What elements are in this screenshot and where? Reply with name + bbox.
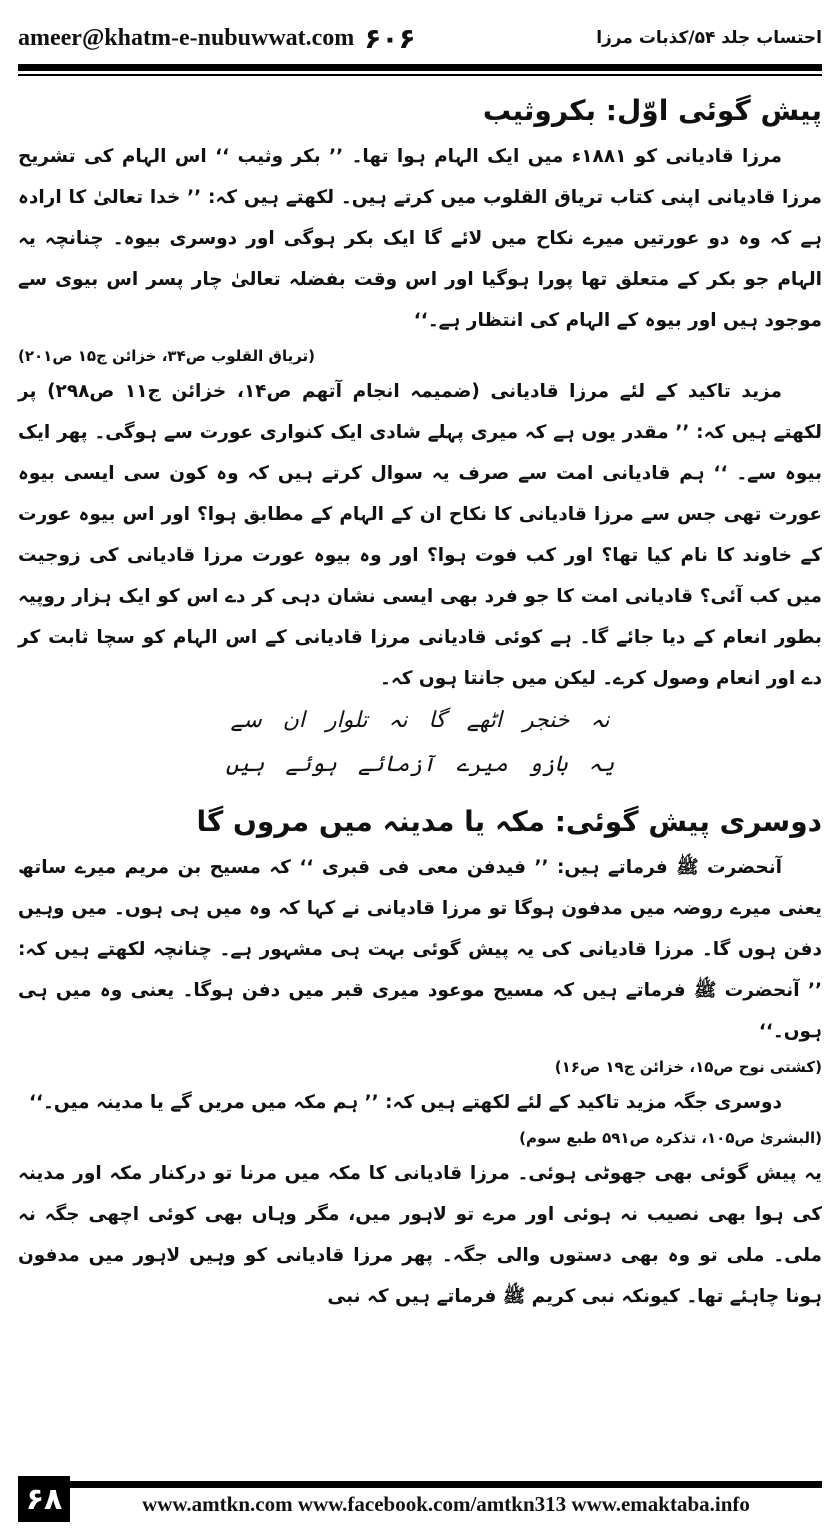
section-2-reference: (کشتی نوح ص۱۵، خزائن ج۱۹ ص۱۶) — [554, 1058, 822, 1076]
poem-line-2: یہ بازو میرے آزمائے ہوئے ہیں — [225, 752, 615, 777]
section-2-paragraph-1: آنحضرت ﷺ فرماتے ہیں: ’’ فیدفن معی فی قبری ‘‘ کہ مسیح بن مریم میرے ساتھ یعنی میرے روضہ میں مدفون ہوگا تو مرزا قادیانی نے کہا کہ وہ میں ہی ہوں۔ میں وہیں دفن ہوں گا۔ مرزا قادیانی کی یہ پیش گوئی بہت ہی مشہور ہے۔ چنانچہ لکھتے ہیں کہ: ’’ آنحضرت ﷺ فرماتے ہیں کہ مسیح موعود میری قبر میں دفن ہوگا۔ یعنی وہ میں ہی ہوں۔‘‘ — [18, 857, 822, 1042]
poem-line-1: نہ خنجر اٹھے گا نہ تلوار ان سے — [230, 708, 610, 733]
header-email: ameer@khatm-e-nubuwwat.com — [18, 24, 355, 51]
footer-page-number: ۶۸ — [18, 1476, 70, 1522]
header-rule-thin — [18, 74, 822, 76]
section-1-paragraph-1: مرزا قادیانی کو ۱۸۸۱ء میں ایک الہام ہوا تھا۔ ’’ بکر وثیب ‘‘ اس الہام کی تشریح مرزا قادیانی اپنی کتاب تریاق القلوب میں کرتے ہیں۔ لکھتے ہیں کہ: ’’ خدا تعالیٰ کا ارادہ ہے کہ وہ دو عورتیں میرے نکاح میں لائے گا ایک بکر ہوگی اور دوسری بیوہ۔ چنانچہ یہ الہام جو بکر کے متعلق تھا پورا ہوگیا اور اس وقت بفضلہ تعالیٰ چار پسر اس بیوی سے موجود ہیں اور بیوہ کے الہام کی انتظار ہے۔‘‘ — [18, 146, 822, 331]
section-1-reference: (تریاق القلوب ص۳۴، خزائن ج۱۵ ص۲۰۱) — [18, 347, 316, 365]
footer-rule — [70, 1481, 822, 1488]
header-page-number: ۶۰۶ — [364, 21, 416, 55]
section-2-reference-2: (البشریٰ ص۱۰۵، تذکرہ ص۵۹۱ طبع سوم) — [519, 1129, 822, 1147]
section-2-paragraph-mid: دوسری جگہ مزید تاکید کے لئے لکھتے ہیں کہ: ’’ ہم مکہ میں مریں گے یا مدینہ میں۔‘‘ — [28, 1092, 782, 1113]
footer-bar — [70, 1476, 822, 1522]
footer-links: www.amtkn.com www.facebook.com/amtkn313 www.emaktaba.info — [142, 1492, 750, 1516]
section-2-heading: دوسری پیش گوئی: مکہ یا مدینہ میں مروں گا — [196, 805, 822, 838]
page-header — [18, 18, 822, 58]
page-footer — [18, 1476, 822, 1522]
section-2-paragraph-end: یہ پیش گوئی بھی جھوٹی ہوئی۔ مرزا قادیانی کا مکہ میں مرنا تو درکنار مکہ اور مدینہ کی ہوا بھی نصیب نہ ہوئی اور مرے تو لاہور میں، مگر وہاں بھی کوئی اچھی جگہ نہ ملی۔ ملی تو وہ بھی دستوں والی جگہ۔ پھر مرزا قادیانی کو وہیں لاہور میں مدفون ہونا چاہئے تھا۔ کیونکہ نبی کریم ﷺ فرماتے ہیں کہ نبی — [18, 1163, 822, 1307]
section-1-paragraph-2: مزید تاکید کے لئے مرزا قادیانی (ضمیمہ انجام آتھم ص۱۴، خزائن ج۱۱ ص۲۹۸) پر لکھتے ہیں کہ: ’’ مقدر یوں ہے کہ میری پہلے شادی ایک کنواری عورت سے ہوگی۔ پھر ایک بیوہ سے۔ ‘‘ ہم قادیانی امت سے صرف یہ سوال کرتے ہیں کہ وہ کون سی ایسی بیوہ عورت تھی جس سے مرزا قادیانی کا نکاح ان کے الہام کے مطابق ہوا؟ اور اس بیوہ عورت کے خاوند کا نام کیا تھا؟ اور کب فوت ہوا؟ اور وہ بیوہ عورت مرزا قادیانی کی زوجیت میں کب آئی؟ قادیانی امت کا جو فرد بھی ایسی نشان دہی کر دے اس کو ایک ہزار روپیہ بطور انعام کے دیا جائے گا۔ ہے کوئی قادیانی مرزا قادیانی کے اس الہام کو سچا ثابت کر دے اور انعام وصول کرے۔ لیکن میں جانتا ہوں کہ۔ — [18, 381, 822, 689]
section-1-heading: پیش گوئی اوّل: بکروثیب — [482, 94, 822, 127]
page-body — [18, 90, 822, 1317]
header-rule-thick — [18, 64, 822, 71]
header-left — [18, 22, 416, 55]
header-book-title: احتساب جلد ۵۴/کذبات مرزا — [596, 28, 822, 48]
